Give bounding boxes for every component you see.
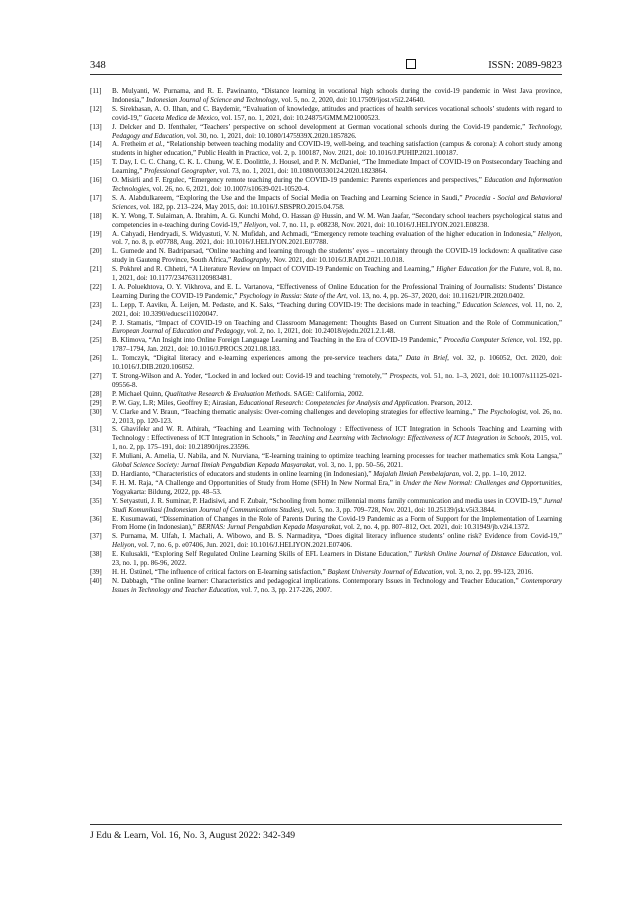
reference-source: Professional Geographer xyxy=(144,167,216,176)
reference-item xyxy=(90,408,562,426)
page-number: 348 xyxy=(90,60,106,71)
reference-item xyxy=(90,194,562,212)
footer-rule xyxy=(90,824,562,825)
reference-item xyxy=(90,479,562,497)
reference-text: J. Delcker and D. Ifenthaler, “Teachers’ perspective on school development at German vocational schools during the Covid-19 pandemic,” xyxy=(112,122,529,131)
reference-source: et al. xyxy=(148,140,163,149)
reference-number: [19] xyxy=(90,229,102,238)
reference-source: Indonesian Journal of Science and Technology xyxy=(146,95,278,104)
reference-text: L. Gumede and N. Badriparsad, “Online teaching and learning through the students’ eyes – uncertainty through the COVID-19 lockdown: A qualitative case study in Gauteng Province, South Africa,” xyxy=(112,247,562,265)
reference-item xyxy=(90,372,562,390)
reference-number: [21] xyxy=(90,265,102,274)
reference-item xyxy=(90,230,562,248)
reference-number: [26] xyxy=(90,354,102,363)
reference-details: , vol. 26, no. 6, 2021, doi: 10.1007/s10639-021-10520-4. xyxy=(148,184,310,193)
reference-number: [13] xyxy=(90,122,102,131)
reference-details: , vol. 11, no. 2, 2021, doi: 10.3390/educsci11020047. xyxy=(112,300,562,318)
reference-item xyxy=(90,515,562,533)
page-footer xyxy=(90,824,562,841)
reference-source: Contemporary Issues in Technology and Teacher Education xyxy=(112,576,562,594)
reference-details: , vol. 7, no. 11, p. e08238, Nov. 2021, doi: 10.1016/J.HELIYON.2021.E08238. xyxy=(266,220,490,229)
reference-number: [32] xyxy=(90,452,102,461)
reference-number: [25] xyxy=(90,336,102,345)
reference-source: Global Science Society: Jurnal Ilmiah Pengabdian Kepada Masyarakat xyxy=(112,461,315,470)
reference-item xyxy=(90,399,562,408)
reference-details: , vol. 3, no. 1, pp. 50–56, 2021. xyxy=(314,461,403,470)
reference-details: , vol. 73, no. 1, 2021, doi: 10.1080/00330124.2020.1823864. xyxy=(215,167,388,176)
reference-item xyxy=(90,212,562,230)
reference-text: B. Klimova, “An Insight into Online Foreign Language Learning and Teaching in the Era of COVID-19 Pandemic,” xyxy=(112,336,444,345)
reference-item xyxy=(90,336,562,354)
reference-details: , vol. 7, no. 8, p. e07788, Aug. 2021, doi: 10.1016/J.HELIYON.2021.E07788. xyxy=(112,229,562,247)
reference-text: V. Clarke and V. Braun, “Teaching thematic analysis: Over-coming challenges and developing strategies for effective learning.,” xyxy=(112,407,478,416)
reference-source: Heliyon xyxy=(537,229,561,238)
page-header xyxy=(90,56,562,76)
reference-text: I. A. Poluekhtova, O. Y. Vikhrova, and E. L. Vartanova, “Effectiveness of Online Education for the Professional Training of Journalists: Students’ Distance Learning During the COVID-19 Pandemic,” xyxy=(112,282,562,300)
reference-source: Educational Research: Competencies for Analysis and Application xyxy=(239,398,428,407)
reference-item xyxy=(90,425,562,452)
reference-item xyxy=(90,140,562,158)
reference-details: , vol. 2, no. 1, 2021, doi: 10.24018/ejedu.2021.2.1.48. xyxy=(243,327,396,336)
reference-source: Education Sciences xyxy=(462,300,518,309)
reference-number: [40] xyxy=(90,576,102,585)
reference-details: , vol. 7, no. 3, pp. 217-226, 2007. xyxy=(237,585,332,594)
reference-item xyxy=(90,390,562,399)
reference-text: S. A. Alabdulkareem, “Exploring the Use and the Impacts of Social Media on Teaching and Learning Science in Saudi,” xyxy=(112,193,465,202)
reference-item xyxy=(90,550,562,568)
reference-source: Heliyon xyxy=(243,220,267,229)
reference-number: [35] xyxy=(90,496,102,505)
reference-source: Gaceta Medica de Mexico xyxy=(143,113,218,122)
reference-text: T. Strong-Wilson and A. Yoder, “Locked in and locked out: Covid-19 and teaching ‘remotely,’” xyxy=(112,372,390,380)
reference-number: [34] xyxy=(90,478,102,487)
reference-text: S. Sirekbasan, A. O. Ilhan, and C. Baydemir, “Evaluation of knowledge, attitudes and practices of health services vocational schools’ students with regard to covid-19,” xyxy=(112,104,562,122)
reference-details: , vol. 182, pp. 213–224, May 2015, doi: 10.1016/J.SBSPRO.2015.04.758. xyxy=(136,202,345,211)
reference-text: E. Kusumawati, “Dissemination of Changes in the Role of Parents During the Covid-19 Pandemic as a Form of Support for the Implementation of Learning From Home (in Indonesian),” xyxy=(112,514,562,532)
reference-details: , vol. 3, no. 2, pp. 99-123, 2016. xyxy=(442,567,534,576)
reference-details: , vol. 5, no. 2, 2020, doi: 10.17509/ijost.v5i2.24640. xyxy=(277,95,425,104)
reference-number: [11] xyxy=(90,87,102,95)
reference-number: [38] xyxy=(90,550,102,559)
reference-number: [33] xyxy=(90,469,102,478)
reference-text: E. Kulusakli, “Exploring Self Regulated Online Learning Skills of EFL Learners in Distane Education,” xyxy=(112,550,415,559)
reference-source: Teaching and Learning with Technology: Effectiveness of ICT Integration in Schools xyxy=(288,434,530,443)
reference-number: [16] xyxy=(90,176,102,185)
reference-text: F. H. M. Raja, “A Challenge and Opportunities of Study from Home (SFH) In New Normal Era,” in xyxy=(112,478,403,487)
reference-source: Qualitative Research & Evaluation Methods xyxy=(164,389,291,398)
reference-item xyxy=(90,301,562,319)
reference-details: , “Relationship between teaching modality and COVID-19, well-being, and teaching satisfaction (campus & corona): A cohort study among students in higher education,” Public Health in Practice, vol. 2, p. 100187, Nov. 2021, doi: 10.1016/J.PUHIP.2021.100187. xyxy=(112,140,562,158)
reference-item xyxy=(90,354,562,372)
reference-text: P. J. Stamatis, “Impact of COVID-19 on Teaching and Classroom Management: Thoughts Based on Current Situation and the Role of Communication,” xyxy=(112,318,562,327)
reference-item xyxy=(90,158,562,176)
reference-details: , vol. 157, no. 1, 2021, doi: 10.24875/GMM.M21000523. xyxy=(217,113,380,122)
reference-item xyxy=(90,568,562,577)
reference-number: [14] xyxy=(90,140,102,149)
reference-item xyxy=(90,247,562,265)
reference-details: , 2015, vol. 1, no. 2, pp. 175–191, doi: 10.21890/ijres.23596. xyxy=(112,434,562,452)
reference-source: Majalah Ilmiah Pembelajaran xyxy=(373,469,459,478)
issn: ISSN: 2089-9823 xyxy=(488,60,562,71)
reference-number: [22] xyxy=(90,282,102,291)
reference-number: [39] xyxy=(90,567,102,576)
reference-details: , vol. 51, no. 1–3, 2021, doi: 10.1007/s11125-021-09556-8. xyxy=(112,372,562,389)
reference-item xyxy=(90,283,562,301)
reference-source: BERNAS: Jurnal Pengabdian Kepada Masyarakat xyxy=(197,523,341,532)
reference-details: . Pearson, 2012. xyxy=(427,398,473,407)
reference-details: , vol. 2, pp. 1–10, 2012. xyxy=(458,469,527,478)
reference-item xyxy=(90,497,562,515)
reference-details: , vol. 192, pp. 1787–1794, Jan. 2021, doi: 10.1016/J.PROCS.2021.08.183. xyxy=(112,336,562,354)
reference-text: K. Y. Wong, T. Sulaiman, A. Ibrahim, A. G. Kunchi Mohd, O. Hassan @ Hussin, and W. M. Wan Jaafar, “Secondary school teachers psychological status and competencies in e-teaching during Covid-19,” xyxy=(112,211,562,229)
reference-text: O. Misirli and F. Ergulec, “Emergency remote teaching during the COVID-19 pandemic: Parents experiences and perspectives,” xyxy=(112,176,485,185)
reference-number: [20] xyxy=(90,247,102,256)
reference-details: , vol. 26, no. 2, 2013, pp. 120-123. xyxy=(112,407,562,425)
reference-item xyxy=(90,452,562,470)
reference-text: L. Lepp, T. Aaviku, Ä. Leijen, M. Pedaste, and K. Saks, “Teaching during COVID-19: The decisions made in teaching,” xyxy=(112,300,463,309)
reference-item xyxy=(90,319,562,337)
reference-item xyxy=(90,105,562,123)
reference-text: L. Tomczyk, “Digital literacy and e-learning experiences among the pre-service teachers data,” xyxy=(112,354,406,363)
reference-source: European Journal of Education and Pedagogy xyxy=(112,327,244,336)
square-icon xyxy=(406,59,416,69)
reference-item xyxy=(90,123,562,141)
reference-number: [27] xyxy=(90,372,102,380)
reference-text: T. Day, I. C. C. Chang, C. K. L. Chung, W. E. Doolittle, J. Housel, and P. N. McDaniel, “The Immediate Impact of COVID-19 on Postsecondary Teaching and Learning,” xyxy=(112,158,562,176)
reference-item xyxy=(90,470,562,479)
reference-text: P. W. Gay, L.R; Miles, Geoffrey E; Airasian, xyxy=(112,398,240,407)
reference-text: P. Michael Quinn, xyxy=(112,389,165,398)
reference-source: Education and Information Technologies xyxy=(112,176,562,193)
reference-source: Heliyon xyxy=(112,541,135,550)
reference-number: [18] xyxy=(90,211,102,220)
reference-number: [31] xyxy=(90,425,102,434)
header-rule xyxy=(90,74,562,75)
reference-number: [37] xyxy=(90,532,102,541)
reference-details: , vol. 7, no. 6, p. e07406, Jun. 2021, doi: 10.1016/J.HELIYON.2021.E07406. xyxy=(134,541,352,550)
reference-number: [30] xyxy=(90,407,102,416)
reference-source: Radiography xyxy=(232,256,270,265)
reference-source: Procedia Computer Science xyxy=(443,336,523,345)
reference-details: , vol. 23, no. 1, pp. 86-96, 2022. xyxy=(112,550,562,568)
reference-source: Jurnal Studi Komunikasi (Indonesian Journal of Communications Studies) xyxy=(112,496,562,514)
reference-details: , vol. 2, no. 4, pp. 807–812, Oct. 2021, doi: 10.31949/jb.v2i4.1372. xyxy=(340,523,530,532)
reference-source: Higher Education for the Future xyxy=(436,265,530,274)
reference-text: A. Fretheim xyxy=(112,140,149,149)
reference-details: , Nov. 2021, doi: 10.1016/J.RADI.2021.10.018. xyxy=(269,256,405,265)
reference-source: Başkent University Journal of Education xyxy=(327,567,443,576)
reference-details: , vol. 32, p. 106052, Oct. 2020, doi: 10.1016/J.DIB.2020.106052. xyxy=(112,354,562,372)
reference-number: [28] xyxy=(90,389,102,398)
reference-text: F. Muliani, A. Amelia, U. Nabila, and N. Nurviana, “E-learning training to optimize teaching learning processes for teacher mathematics smk Kota Langsa,” xyxy=(112,452,562,461)
reference-details: , Yogyakarta: Bildung, 2022, pp. 48–53. xyxy=(112,478,563,496)
reference-text: S. Purnama, M. Ulfah, I. Machali, A. Wibowo, and B. S. Narmaditya, “Does digital literacy influence students’ online risk? Evidence from Covid-19,” xyxy=(112,532,562,541)
reference-details: , vol. 5, no. 3, pp. 709–728, Nov. 2021, doi: 10.25139/jsk.v5i3.3844. xyxy=(302,505,496,514)
reference-number: [36] xyxy=(90,514,102,523)
journal-citation: J Edu & Learn, Vol. 16, No. 3, August 2022: 342-349 xyxy=(90,830,296,841)
reference-number: [17] xyxy=(90,193,102,202)
reference-text: S. Pokhrel and R. Chhetri, “A Literature Review on Impact of COVID-19 Pandemic on Teaching and Learning,” xyxy=(112,265,437,274)
reference-number: [24] xyxy=(90,318,102,327)
reference-source: Prospects xyxy=(389,372,418,380)
reference-source: Psychology in Russia: State of the Art xyxy=(239,291,346,300)
reference-source: Procedia - Social and Behavioral Sciences xyxy=(112,193,562,211)
reference-text: S. Ghavifekr and W. R. Athirah, “Teaching and Learning with Technology : Effectiveness of ICT Integration in Schools Teaching and Learning with Technology : Effectiveness of ICT Integration in Schools,” in xyxy=(112,425,562,443)
reference-list xyxy=(90,87,562,595)
reference-details: , vol. 8, no. 1, 2021, doi: 10.1177/2347631120983481. xyxy=(112,265,563,283)
reference-number: [15] xyxy=(90,158,102,167)
reference-text: N. Dabbagh, “The online learner: Characteristics and pedagogical implications. Contemporary Issues in Technology and Teacher Education,” xyxy=(112,576,521,585)
reference-text: B. Mulyanti, W. Purnama, and R. E. Pawinanto, “Distance learning in vocational high schools during the covid-19 pandemic in West Java province, Indonesia,” xyxy=(112,87,562,104)
reference-number: [12] xyxy=(90,104,102,113)
reference-details: , vol. 30, no. 1, 2021, doi: 10.1080/1475939X.2020.1857826. xyxy=(183,131,357,140)
reference-item xyxy=(90,265,562,283)
reference-text: D. Hardianto, “Characteristics of educators and students in online learning (in Indonesian),” xyxy=(112,469,374,478)
reference-number: [29] xyxy=(90,398,102,407)
reference-text: A. Cahyadi, Hendryadi, S. Widyastuti, V. N. Mufidah, and Achmadi, “Emergency remote teaching evaluation of the higher education in Indonesia,” xyxy=(112,229,538,238)
reference-details: , vol. 13, no. 4, pp. 26–37, 2020, doi: 10.11621/PIR.2020.0402. xyxy=(345,291,525,300)
reference-source: Technology, Pedagogy and Education xyxy=(112,122,562,140)
reference-item xyxy=(90,87,562,105)
reference-item xyxy=(90,577,562,595)
reference-source: Under the New Normal: Challenges and Opportunities xyxy=(402,478,561,487)
reference-text: H. H. Üstünel, “The influence of critical factors on E-learning satisfaction,” xyxy=(112,567,328,576)
reference-source: Turkish Online Journal of Distance Education xyxy=(414,550,548,559)
reference-source: The Psychologist xyxy=(477,407,527,416)
reference-details: . SAGE: California, 2002. xyxy=(290,389,364,398)
reference-item xyxy=(90,176,562,194)
reference-source: Data in Brief xyxy=(405,354,448,363)
reference-text: Y. Setyastuti, J. R. Suminar, P. Hadisiwi, and F. Zubair, “Schooling from home: millennial moms family communication and media uses in COVID-19,” xyxy=(112,496,544,505)
reference-number: [23] xyxy=(90,300,102,309)
reference-item xyxy=(90,532,562,550)
